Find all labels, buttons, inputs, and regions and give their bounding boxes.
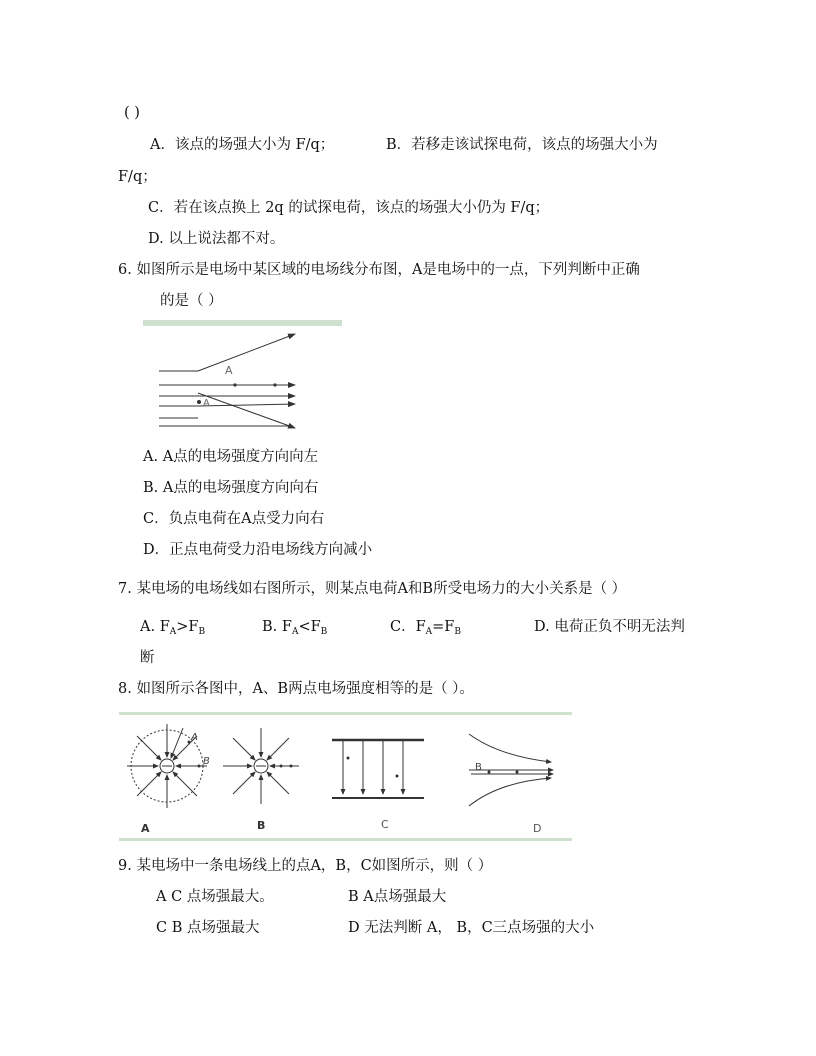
fig8-d-point-b: B [475,762,482,773]
q9-option-c: C B 点场强最大 [156,920,260,936]
q7-c-eq: =F [432,619,455,635]
q5-option-a: A．该点的场强大小为 F/q； [150,137,335,153]
q7-b-lt: <F [298,619,321,635]
q6-stem: 6. 如图所示是电场中某区域的电场线分布图，A是电场中的一点，下列判断中正确 [118,262,640,278]
fig8-a-point-b: B [203,756,210,767]
fig8-panel-label-d: D [533,822,542,835]
fig8-panel-label-a: A [141,822,150,835]
answer-paren: ( ) [124,105,140,121]
q8-stem: 8. 如图所示各图中，A、B两点电场强度相等的是（ ）。 [118,681,474,697]
q5-option-b: B．若移走该试探电荷，该点的场强大小为 [386,137,658,153]
q6-option-d: D．正点电荷受力沿电场线方向减小 [143,542,373,558]
q9-option-a: A C 点场强最大。 [156,889,274,905]
q7-option-d-cont: 断 [140,650,155,666]
q9-option-b: B A点场强最大 [348,889,447,905]
q7-stem: 7. 某电场的电场线如右图所示，则某点电荷A和B所受电场力的大小关系是（ ） [118,581,627,597]
q5-option-b-cont: F/q； [118,169,157,185]
q5-option-c: C．若在该点换上 2q 的试探电荷，该点的场强大小仍为 F/q； [148,200,550,216]
q5-option-d: D. 以上说法都不对。 [148,231,285,247]
sub-a: A [291,627,299,637]
sub-a: A [169,627,177,637]
figure-top-bar-2 [119,712,572,715]
q9-option-d: D 无法判断 A， B，C三点场强的大小 [348,920,595,936]
q7-b-pre: B. F [262,619,292,635]
q7-option-a [140,618,205,641]
q7-option-d: D. 电荷正负不明无法判 [534,619,685,635]
q8-figure-panels [119,716,573,838]
q9-stem: 9. 某电场中一条电场线上的点A，B，C如图所示，则（ ） [118,858,493,874]
q6-option-c: C．负点电荷在A点受力向右 [143,511,325,527]
fig8-panel-label-c: C [381,818,389,831]
q6-stem-cont: 的是（ ） [160,293,223,309]
sub-a: A [425,627,433,637]
figure-bottom-bar [119,838,572,841]
q6-field-line-figure [143,326,343,436]
fig6-point-label-2: A [203,398,210,409]
sub-b: B [454,627,461,637]
fig8-panel-label-b: B [257,819,266,832]
fig8-a-point-a: A [191,732,198,743]
q6-option-b: B. A点的电场强度方向向右 [143,480,319,496]
q7-a-gt: >F [176,619,199,635]
q7-a-pre: A. F [140,619,170,635]
fig6-point-label: A [225,364,233,377]
q7-c-pre: C．F [390,619,426,635]
q7-option-b [262,618,327,641]
q7-option-c [390,618,461,641]
sub-b: B [320,627,328,637]
q6-option-a: A. A点的电场强度方向向左 [143,449,319,465]
sub-b: B [198,627,206,637]
